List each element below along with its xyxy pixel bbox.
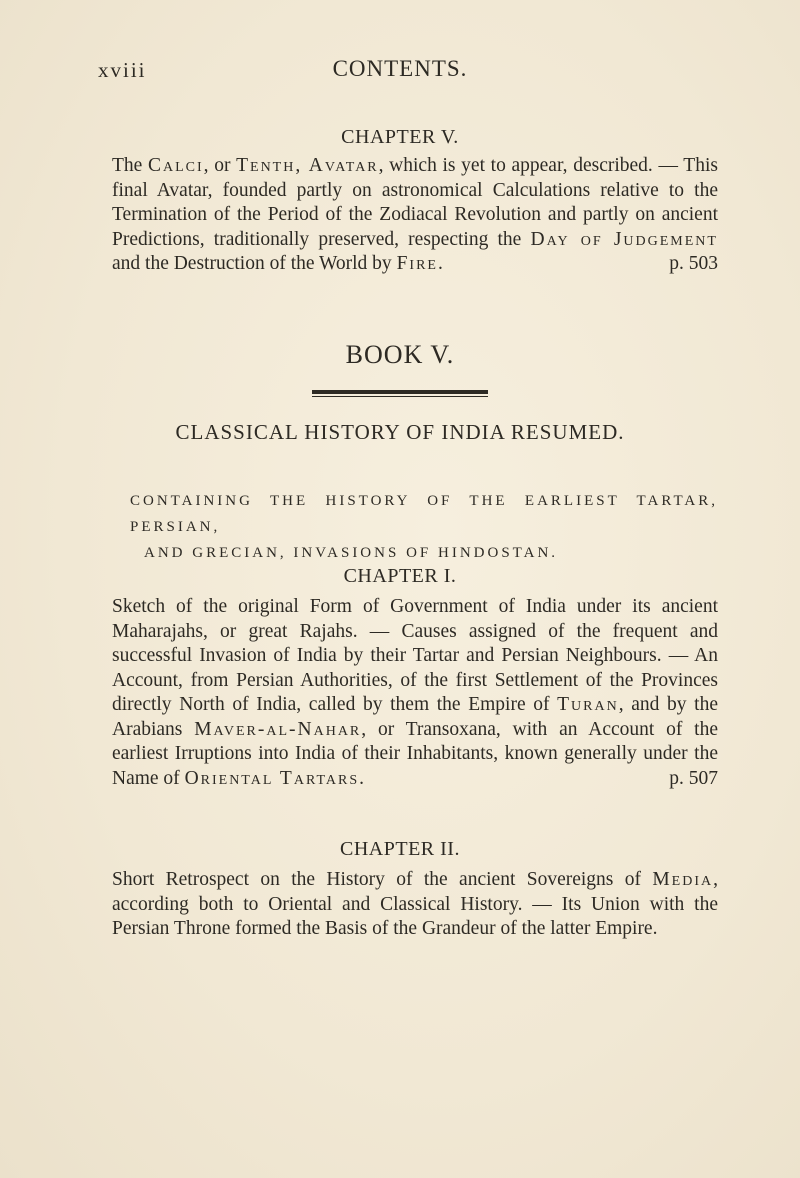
- chapter-ii-text-2: , according both to Oriental and Classical History. — Its Union with the Persian Throne formed the Basis of the Grandeur of the latter Empire.: [112, 869, 718, 939]
- chapter-i-summary: [112, 595, 718, 791]
- book-contents-summary: [130, 488, 718, 566]
- running-title: CONTENTS.: [332, 56, 468, 81]
- chapter-ii-text-1: Short Retrospect on the History of the ancient Sovereigns of: [112, 869, 653, 890]
- chapter-i-page-ref: p. 507: [669, 767, 718, 789]
- title-rule: [312, 390, 488, 394]
- containing-line-1: CONTAINING THE HISTORY OF THE EARLIEST TARTAR, PERSIAN,: [130, 493, 718, 535]
- running-head: [0, 56, 800, 86]
- book-subtitle: CLASSICAL HISTORY OF INDIA RESUMED.: [175, 420, 625, 444]
- chapter-i-turan: Turan: [557, 694, 619, 715]
- book-title: BOOK V.: [345, 340, 455, 369]
- chapter-i-maver-al-nahar: Maver-al-Nahar: [194, 718, 362, 740]
- chapter-i-heading: CHAPTER I.: [343, 565, 457, 587]
- chapter-ii-media: Media: [652, 869, 714, 890]
- chapter-v-heading: CHAPTER V.: [341, 126, 459, 148]
- chapter-v-text-1: The: [112, 155, 148, 176]
- chapter-i-text-4: .: [359, 767, 364, 789]
- chapter-v-fire: Fire: [396, 253, 438, 274]
- chapter-v-calci: Calci: [147, 155, 204, 176]
- chapter-v-page-ref: p. 503: [669, 253, 718, 274]
- folio-number: xviii: [98, 58, 147, 82]
- chapter-v-tenth-avatar: Tenth, Avatar: [236, 155, 379, 176]
- chapter-v-summary: [112, 154, 718, 277]
- chapter-v-text-2: , or: [203, 155, 237, 176]
- chapter-i-text-1: Sketch of the original Form of Government of India under its ancient Maharajahs, or great Rajahs. — Causes assigned of the frequent and successful Invasion of India by their Tartar and Persian Neighbours. — An Account, from Persian Authorities, of the first Settlement of the Provinces directly North of India, called by them the Empire of: [112, 596, 718, 715]
- chapter-i-text-3: , or Transoxana, with an Account of the earliest Irruptions into India of their Inhabitants, known generally under the Name of: [112, 718, 718, 789]
- chapter-v-text-4: and the Destruction of the World by: [112, 253, 397, 274]
- chapter-v-text-3: , which is yet to appear, described. — This final Avatar, founded partly on astronomical Calculations relative to the Termination of the Period of the Zodiacal Revolution and partly on ancient Predictions, traditionally preserved, respecting the: [112, 155, 718, 250]
- chapter-i-text-2: , and by the Arabians: [112, 694, 718, 740]
- chapter-ii-summary: [112, 868, 718, 942]
- containing-line-2: AND GRECIAN, INVASIONS OF HINDOSTAN.: [144, 545, 559, 561]
- chapter-ii-heading: CHAPTER II.: [340, 838, 460, 860]
- chapter-v-text-5: .: [437, 253, 443, 274]
- chapter-v-day-of-judgement: Day of Judgement: [530, 228, 718, 250]
- chapter-i-oriental-tartars: Oriental Tartars: [184, 767, 360, 789]
